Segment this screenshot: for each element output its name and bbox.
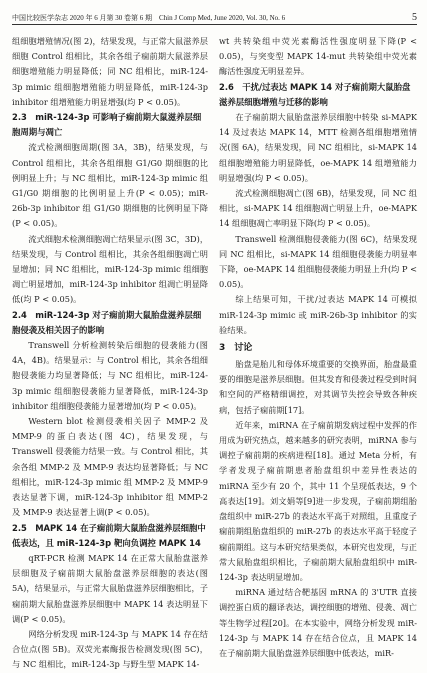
paragraph: 胎盘是胎儿和母体环境重要的交换界面，胎盘最重要的细胞是滋养层细胞。但其发育和侵袭过程受到时间和空间的严格精细调控，对其调节失控会导致各种疾病，包括子痫前期[17]。 bbox=[219, 359, 417, 415]
running-header bbox=[12, 9, 417, 23]
paragraph: 在子痫前期大鼠胎盘滋养层细胞中转染 si-MAPK 14 及过表达 MAPK 14，MTT 检测各组细胞增殖情况(图 6A)，结果发现，同 NC 组相比，si-MAPK 14 组细胞增殖能力明显降低，oe-MAPK 14 组增殖能力明显增强(均 P < 0.05)。 bbox=[219, 112, 417, 183]
section-heading-2-4: 2.4 miR-124-3p 对子痫前期大鼠胎盘滋养层细胞侵袭及相关因子的影响 bbox=[12, 309, 202, 335]
paragraph: wt 共转染组中荧光素酶活性强度明显下降(P < 0.05)，与突变型 MAPK 14-mut 共转染组中荧光素酶活性强度无明显差异。 bbox=[219, 36, 417, 77]
paragraph: 流式检测细胞凋亡(图 6B)，结果发现，同 NC 组相比，si-MAPK 14 组细胞凋亡明显上升，oe-MAPK 14 组细胞凋亡率明显下降(均 P < 0.05)。 bbox=[219, 188, 417, 229]
paragraph: 流式细胞术检测细胞凋亡结果显示(图 3C，3D)，结果发现，与 Control 组相比，其余各组细胞凋亡明显增加；同 NC 组相比，miR-124-3p mimic 组细胞凋亡明显增加，miR-124-3p inhibitor 组凋亡明显降低(均 P < 0.05)。 bbox=[12, 233, 209, 305]
paragraph: 近年来，miRNA 在子痫前期发病过程中发挥的作用成为研究热点，越来越多的研究表明，miRNA 参与调控子痫前期的疾病进程[18]。通过 Meta 分析，有学者发现子痫前期患者胎盘组织中差异性表达的 miRNA 至少有 20 个，其中 11 个呈现低表达，9 个高表达[19]。刘文娟等[9]进一步发现，子痫前期组胎盘组织中 miR-27b 的表达水平高于对照组，且重度子痫前期组胎盘组织的 miR-27b 的表达水平高于轻度子痫前期组。这与本研究结果类似，本研究也发现，与正常大鼠胎盘组织相比，子痫前期大鼠胎盘组织中 miR-124-3p 表达明显增加。 bbox=[219, 419, 417, 582]
paragraph: qRT-PCR 检测 MAPK 14 在正常大鼠胎盘滋养层细胞及子痫前期大鼠胎盘滋养层细胞的表达(图 5A)，结果显示，与正常大鼠胎盘滋养层细胞相比，子痫前期大鼠胎盘滋养层细胞中 MAPK 14 表达明显下调(P < 0.05)。 bbox=[12, 552, 208, 624]
right-column bbox=[219, 34, 417, 661]
header-rule bbox=[12, 24, 417, 25]
page-number: 5 bbox=[412, 12, 417, 23]
section-heading-2-5: 2.5 MAPK 14 在子痫前期大鼠胎盘滋养层细胞中低表达，且 miR-124-3p 靶向负调控 MAPK 14 bbox=[12, 522, 206, 548]
section-heading-2-3: 2.3 miR-124-3p 可影响子痫前期大鼠滋养层细胞周期与凋亡 bbox=[12, 112, 202, 138]
paragraph: 组细胞增殖情况(图 2)，结果发现，与正常大鼠滋养层细胞 Control 组相比，其余各组子痫前期大鼠滋养层细胞增殖能力明显降低；同 NC 组相比，miR-124-3p mimic 组细胞增殖能力明显降低，miR-124-3p inhibitor 组增殖能力明显增强(均 P < 0.05)。 bbox=[12, 36, 208, 107]
paragraph: 流式检测细胞周期(图 3A，3B)，结果发现，与 Control 组相比，其余各组细胞 G1/G0 期细胞的比例明显上升；与 NC 组相比，miR-124-3p mimic 组 G1/G0 期细胞的比例明显上升(P < 0.05)；miR-26b-3p inhibitor 组 G1/G0 期细胞的比例明显下降(P < 0.05)。 bbox=[12, 142, 208, 229]
paragraph: 综上结果可知，干扰/过表达 MAPK 14 可模拟 miR-124-3p mimic 或 miR-26b-3p inhibitor 的实验结果。 bbox=[219, 294, 417, 335]
journal-citation: 中国比较医学杂志 2020 年 6 月第 30 卷第 6 期 Chin J Comp Med, June 2020, Vol. 30, No. 6 bbox=[12, 14, 286, 22]
paragraph: Transwell 分析检测转染后细胞的侵袭能力(图 4A，4B)。结果显示：与 Control 相比，其余各组细胞侵袭能力均显著降低；与 NC 组相比，miR-124-3p mimic 组细胞侵袭能力显著降低，miR-124-3p inhibitor 组细胞侵袭能力显著增加(均 P < 0.05)。 bbox=[12, 340, 208, 411]
paragraph: 网络分析发现 miR-124-3p 与 MAPK 14 存在结合位点(图 5B)。双荧光素酶报告检测发现(图 5C)，与 NC 组相比，miR-124-3p 与野生型 MAPK 14- bbox=[12, 628, 208, 670]
left-column bbox=[12, 34, 208, 673]
section-heading-2-6: 2.6 干扰/过表达 MAPK 14 对子痫前期大鼠胎盘滋养层细胞增殖与迁移的影响 bbox=[219, 81, 411, 107]
section-heading-discussion: 3 讨论 bbox=[219, 343, 253, 354]
paragraph: Western blot 检测侵袭相关因子 MMP-2 及 MMP-9 的蛋白表达(图 4C)，结果发现，与 Transwell 侵袭能力结果一致。与 Control 相比，其余各组 MMP-2 及 MMP-9 表达均显著降低；与 NC 组相比，miR-124-3p mimic 组 MMP-2 及 MMP-9 表达显著下调，miR-124-3p inhibitor 组 MMP-2 及 MMP-9 表达显著上调(P < 0.05)。 bbox=[12, 416, 208, 518]
paragraph: Transwell 检测细胞侵袭能力(图 6C)，结果发现同 NC 组相比，si-MAPK 14 组细胞侵袭能力明显率下降，oe-MAPK 14 组细胞侵袭能力明显上升(均 P < 0.05)。 bbox=[219, 233, 417, 290]
paragraph: miRNA 通过结合靶基因 mRNA 的 3'UTR 直接调控蛋白质的翻译表达，调控细胞的增殖、侵袭、凋亡等生物学过程[20]。在本实验中，网络分析发现 miR-124-3p 与 MAPK 14 存在结合位点，且 MAPK 14 在子痫前期大鼠胎盘滋养层细胞中低表达，miR- bbox=[219, 587, 417, 658]
